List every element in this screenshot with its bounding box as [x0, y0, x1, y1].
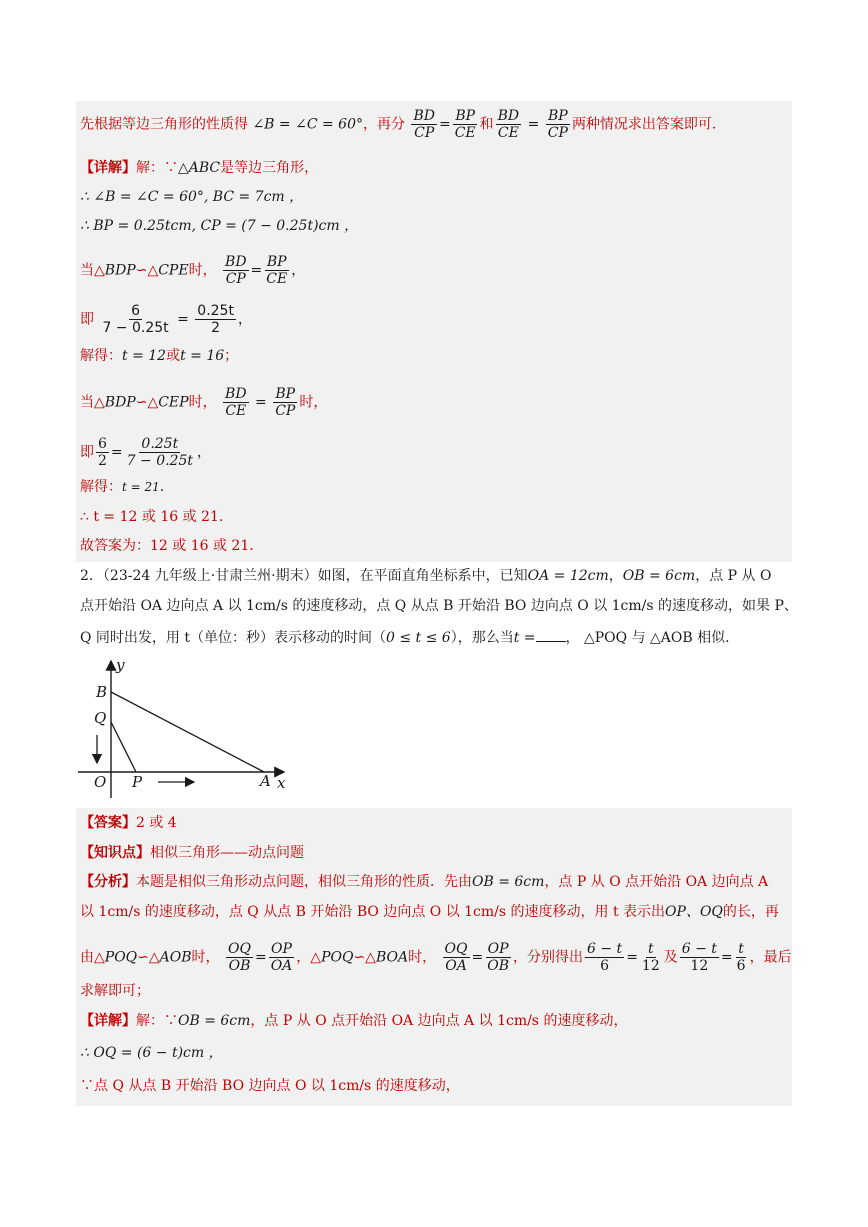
text: 2 或 4	[136, 815, 177, 831]
answer-line	[80, 813, 177, 833]
segment-BA	[111, 692, 264, 772]
denominator: CP	[414, 125, 435, 141]
fraction	[223, 386, 249, 419]
math-text: OP、OQ	[665, 904, 723, 920]
problem-line-2	[80, 596, 798, 616]
text: ，	[291, 262, 306, 279]
math-text: POQ	[321, 949, 354, 966]
math-text: t =	[513, 630, 536, 646]
fraction	[411, 108, 437, 141]
point-P-label: P	[132, 773, 143, 791]
numerator: BD	[225, 386, 247, 402]
math-text: t = 12	[122, 348, 167, 364]
numerator: OQ	[444, 941, 468, 957]
equals-sign: =	[177, 311, 189, 328]
numerator: t	[738, 941, 744, 957]
denominator: 12	[690, 958, 709, 974]
text: 及	[663, 949, 678, 966]
denominator: 6	[736, 958, 746, 974]
denominator: CE	[454, 125, 476, 141]
point-Q-label: Q	[94, 709, 107, 727]
text: ），那么当	[450, 630, 514, 646]
denominator: OA	[445, 958, 467, 974]
denominator: 12	[641, 958, 660, 974]
text: ，	[565, 630, 580, 646]
fraction	[546, 108, 570, 141]
case-line-1	[80, 254, 305, 287]
section-tag: 【知识点】	[80, 845, 150, 861]
text: 时，	[408, 949, 437, 966]
solve-line-2	[80, 477, 164, 497]
math-text: t = 16	[180, 348, 225, 364]
math-text: OB = 6cm	[178, 1013, 251, 1029]
equals-sign: =	[254, 949, 267, 966]
text: 当△	[80, 262, 105, 279]
fraction	[640, 941, 662, 974]
math-line	[80, 216, 358, 236]
text: ∵点 Q 从点 B 开始沿 BO 边向点 O 以 1cm/s 的速度移动，	[80, 1078, 460, 1094]
math-text: ∠B = ∠C = 60°	[252, 116, 363, 133]
denominator: OB	[487, 958, 510, 974]
math-text: BOA	[375, 949, 409, 966]
math-text: AOB	[159, 949, 192, 966]
text: 时，	[191, 949, 220, 966]
text: 由△	[80, 949, 105, 966]
text: ∽△	[137, 949, 160, 966]
text: ∽△	[135, 394, 159, 411]
denominator: OA	[270, 958, 293, 974]
text: 时，	[188, 394, 217, 411]
math-line	[80, 1043, 223, 1063]
text: ，点 P 从 O	[695, 568, 772, 584]
numerator: BP	[275, 386, 296, 402]
text: 以 1cm/s 的速度移动，点 Q 从点 B 开始沿 BO 边向点 O 以 1cm/s 的速度移动，用 t 表示出	[80, 904, 666, 920]
numerator: 6	[131, 303, 141, 319]
text: ，	[608, 568, 623, 584]
numerator: 0.25t	[197, 303, 234, 319]
math-text: OB = 6cm	[472, 874, 545, 890]
math-text: OB = 6cm	[622, 568, 696, 584]
point-O-label: O	[94, 773, 107, 791]
fraction	[96, 436, 109, 469]
section-tag: 【分析】	[80, 874, 136, 890]
text: ，	[197, 444, 211, 461]
detail-line-1	[80, 158, 318, 178]
math-text: BDP	[104, 394, 136, 411]
segment-QP	[111, 722, 136, 772]
fraction	[443, 941, 470, 974]
equals-sign: =	[626, 949, 638, 966]
fraction	[100, 303, 170, 336]
coordinate-figure	[76, 655, 296, 800]
text: ∽△	[135, 262, 159, 279]
point-B-label: B	[96, 683, 108, 701]
math-text: 0 ≤ t ≤ 6	[386, 630, 451, 646]
numerator: 6 − t	[681, 941, 717, 957]
text: 时，	[299, 394, 328, 411]
fraction	[226, 941, 253, 974]
numerator: BD	[413, 108, 435, 124]
fraction	[125, 436, 195, 469]
text: 两种情况求出答案即可.	[571, 116, 717, 133]
text: ∽△	[353, 949, 376, 966]
math-text: CPE	[158, 262, 189, 279]
math-text: ∴ ∠B = ∠C = 60°, BC = 7cm ，	[80, 189, 304, 205]
text: ，△	[296, 949, 322, 966]
text: ，分别得出	[513, 949, 584, 966]
math-line	[80, 187, 303, 207]
math-text: △ABC	[178, 160, 221, 176]
numerator: 6 − t	[587, 941, 623, 957]
fraction	[273, 386, 297, 419]
text: ，点 P 从 O 点开始沿 OA 边向点 A	[544, 874, 769, 890]
text: 或	[166, 348, 181, 364]
text: 解：∵	[136, 1013, 178, 1029]
text: 时，	[188, 262, 217, 279]
math-text: BDP	[104, 262, 136, 279]
denominator: CE	[225, 403, 247, 419]
denominator: CP	[547, 125, 568, 141]
text: 解得：	[80, 479, 122, 495]
section-tag: 【详解】	[80, 1013, 136, 1029]
math-text: ∴ BP = 0.25tcm, CP = (7 − 0.25t)cm ，	[80, 218, 359, 234]
text: 求解即可；	[80, 983, 150, 999]
denominator: 6	[600, 958, 610, 974]
text: 先根据等边三角形的性质得	[80, 116, 248, 133]
analysis-line-4	[80, 981, 150, 1001]
equals-sign: =	[438, 116, 451, 133]
analysis-line-3	[80, 941, 792, 974]
text: 即	[80, 444, 94, 461]
fraction	[496, 108, 522, 141]
denominator: 2	[98, 453, 107, 469]
y-axis-label: y	[116, 656, 125, 674]
denominator: CE	[266, 271, 288, 287]
numerator: BP	[548, 108, 568, 124]
math-text: POQ	[104, 949, 138, 966]
denominator: 7 − 0.25t	[126, 453, 193, 469]
solve-line-1	[80, 346, 238, 366]
denominator: OB	[228, 958, 251, 974]
answer-blank	[536, 627, 566, 642]
text: ；	[224, 348, 239, 364]
text: 即	[80, 311, 94, 328]
numerator: 6	[98, 436, 107, 452]
fraction	[585, 941, 624, 974]
equals-sign: =	[471, 949, 484, 966]
fraction	[195, 303, 236, 336]
text: △POQ 与 △AOB 相似.	[583, 630, 730, 646]
text: ，最后	[749, 949, 792, 966]
denominator: CP	[225, 271, 246, 287]
text: 本题是相似三角形动点问题，相似三角形的性质．先由	[136, 874, 472, 890]
numerator: OP	[487, 941, 509, 957]
fraction	[264, 254, 289, 287]
numerator: 0.25t	[141, 436, 179, 452]
conclusion-line	[80, 507, 223, 527]
math-text: t = 21	[122, 480, 160, 494]
equation-line-2	[80, 436, 211, 469]
text: 故答案为：12 或 16 或 21.	[80, 538, 254, 554]
math-text: OA = 12cm	[527, 568, 609, 584]
math-text: CEP	[158, 394, 189, 411]
text: 点开始沿 OA 边向点 A 以 1cm/s 的速度移动，点 Q 从点 B 开始沿 BO 边向点 O 以 1cm/s 的速度移动，如果 P、	[80, 598, 798, 614]
text: ∴ t = 12 或 16 或 21.	[80, 509, 224, 525]
text: Q 同时出发，用 t（单位：秒）表示移动的时间（	[80, 630, 387, 646]
knowledge-line	[80, 843, 304, 863]
text: 解得：	[80, 348, 122, 364]
analysis-line	[80, 108, 716, 141]
point-A-label: A	[260, 772, 271, 790]
text: ，点 P 从 O 点开始沿 OA 边向点 A 以 1cm/s 的速度移动，	[250, 1013, 628, 1029]
text: 2．（23-24 九年级上·甘肃兰州·期末）如图，在平面直角坐标系中，已知	[80, 568, 528, 584]
denominator: CE	[497, 125, 519, 141]
analysis-line-1	[80, 872, 768, 892]
equals-sign: =	[527, 116, 540, 133]
denominator: 7 − 0.25t	[102, 320, 169, 336]
equals-sign: =	[250, 262, 263, 279]
text: ，	[237, 311, 252, 328]
text: 相似三角形——动点问题	[150, 845, 304, 861]
numerator: BP	[266, 254, 287, 270]
text: 的长，再	[722, 904, 779, 920]
fraction	[680, 941, 719, 974]
numerator: BP	[455, 108, 476, 124]
case-line-2	[80, 386, 327, 419]
fraction	[223, 254, 249, 287]
fraction	[485, 941, 511, 974]
numerator: t	[648, 941, 654, 957]
fraction	[453, 108, 478, 141]
equals-sign: =	[255, 394, 267, 411]
analysis-line-2	[80, 902, 779, 922]
numerator: BD	[497, 108, 520, 124]
denominator: 2	[211, 320, 221, 336]
detail-line-3	[80, 1076, 460, 1096]
denominator: CP	[275, 403, 296, 419]
x-axis-label: x	[277, 774, 286, 792]
numerator: OQ	[228, 941, 251, 957]
section-tag: 【答案】	[80, 815, 136, 831]
equals-sign: =	[720, 949, 733, 966]
numerator: OP	[271, 941, 292, 957]
text: ，再分	[363, 116, 405, 133]
text: 是等边三角形，	[220, 160, 319, 176]
text: 和	[479, 116, 494, 133]
equation-line-1	[80, 303, 252, 336]
text: 解：∵	[136, 160, 178, 176]
fraction	[269, 941, 295, 974]
problem-line-3	[80, 627, 730, 648]
text: 当△	[80, 394, 105, 411]
numerator: BD	[225, 254, 247, 270]
fraction	[735, 941, 748, 974]
equals-sign: =	[110, 444, 123, 461]
problem-line-1	[80, 566, 771, 586]
detail-line-2	[80, 1011, 627, 1031]
final-answer-line	[80, 536, 254, 556]
section-tag: 【详解】	[80, 160, 136, 176]
math-text: ∴ OQ = (6 − t)cm ，	[80, 1045, 223, 1061]
text: .	[159, 479, 165, 495]
